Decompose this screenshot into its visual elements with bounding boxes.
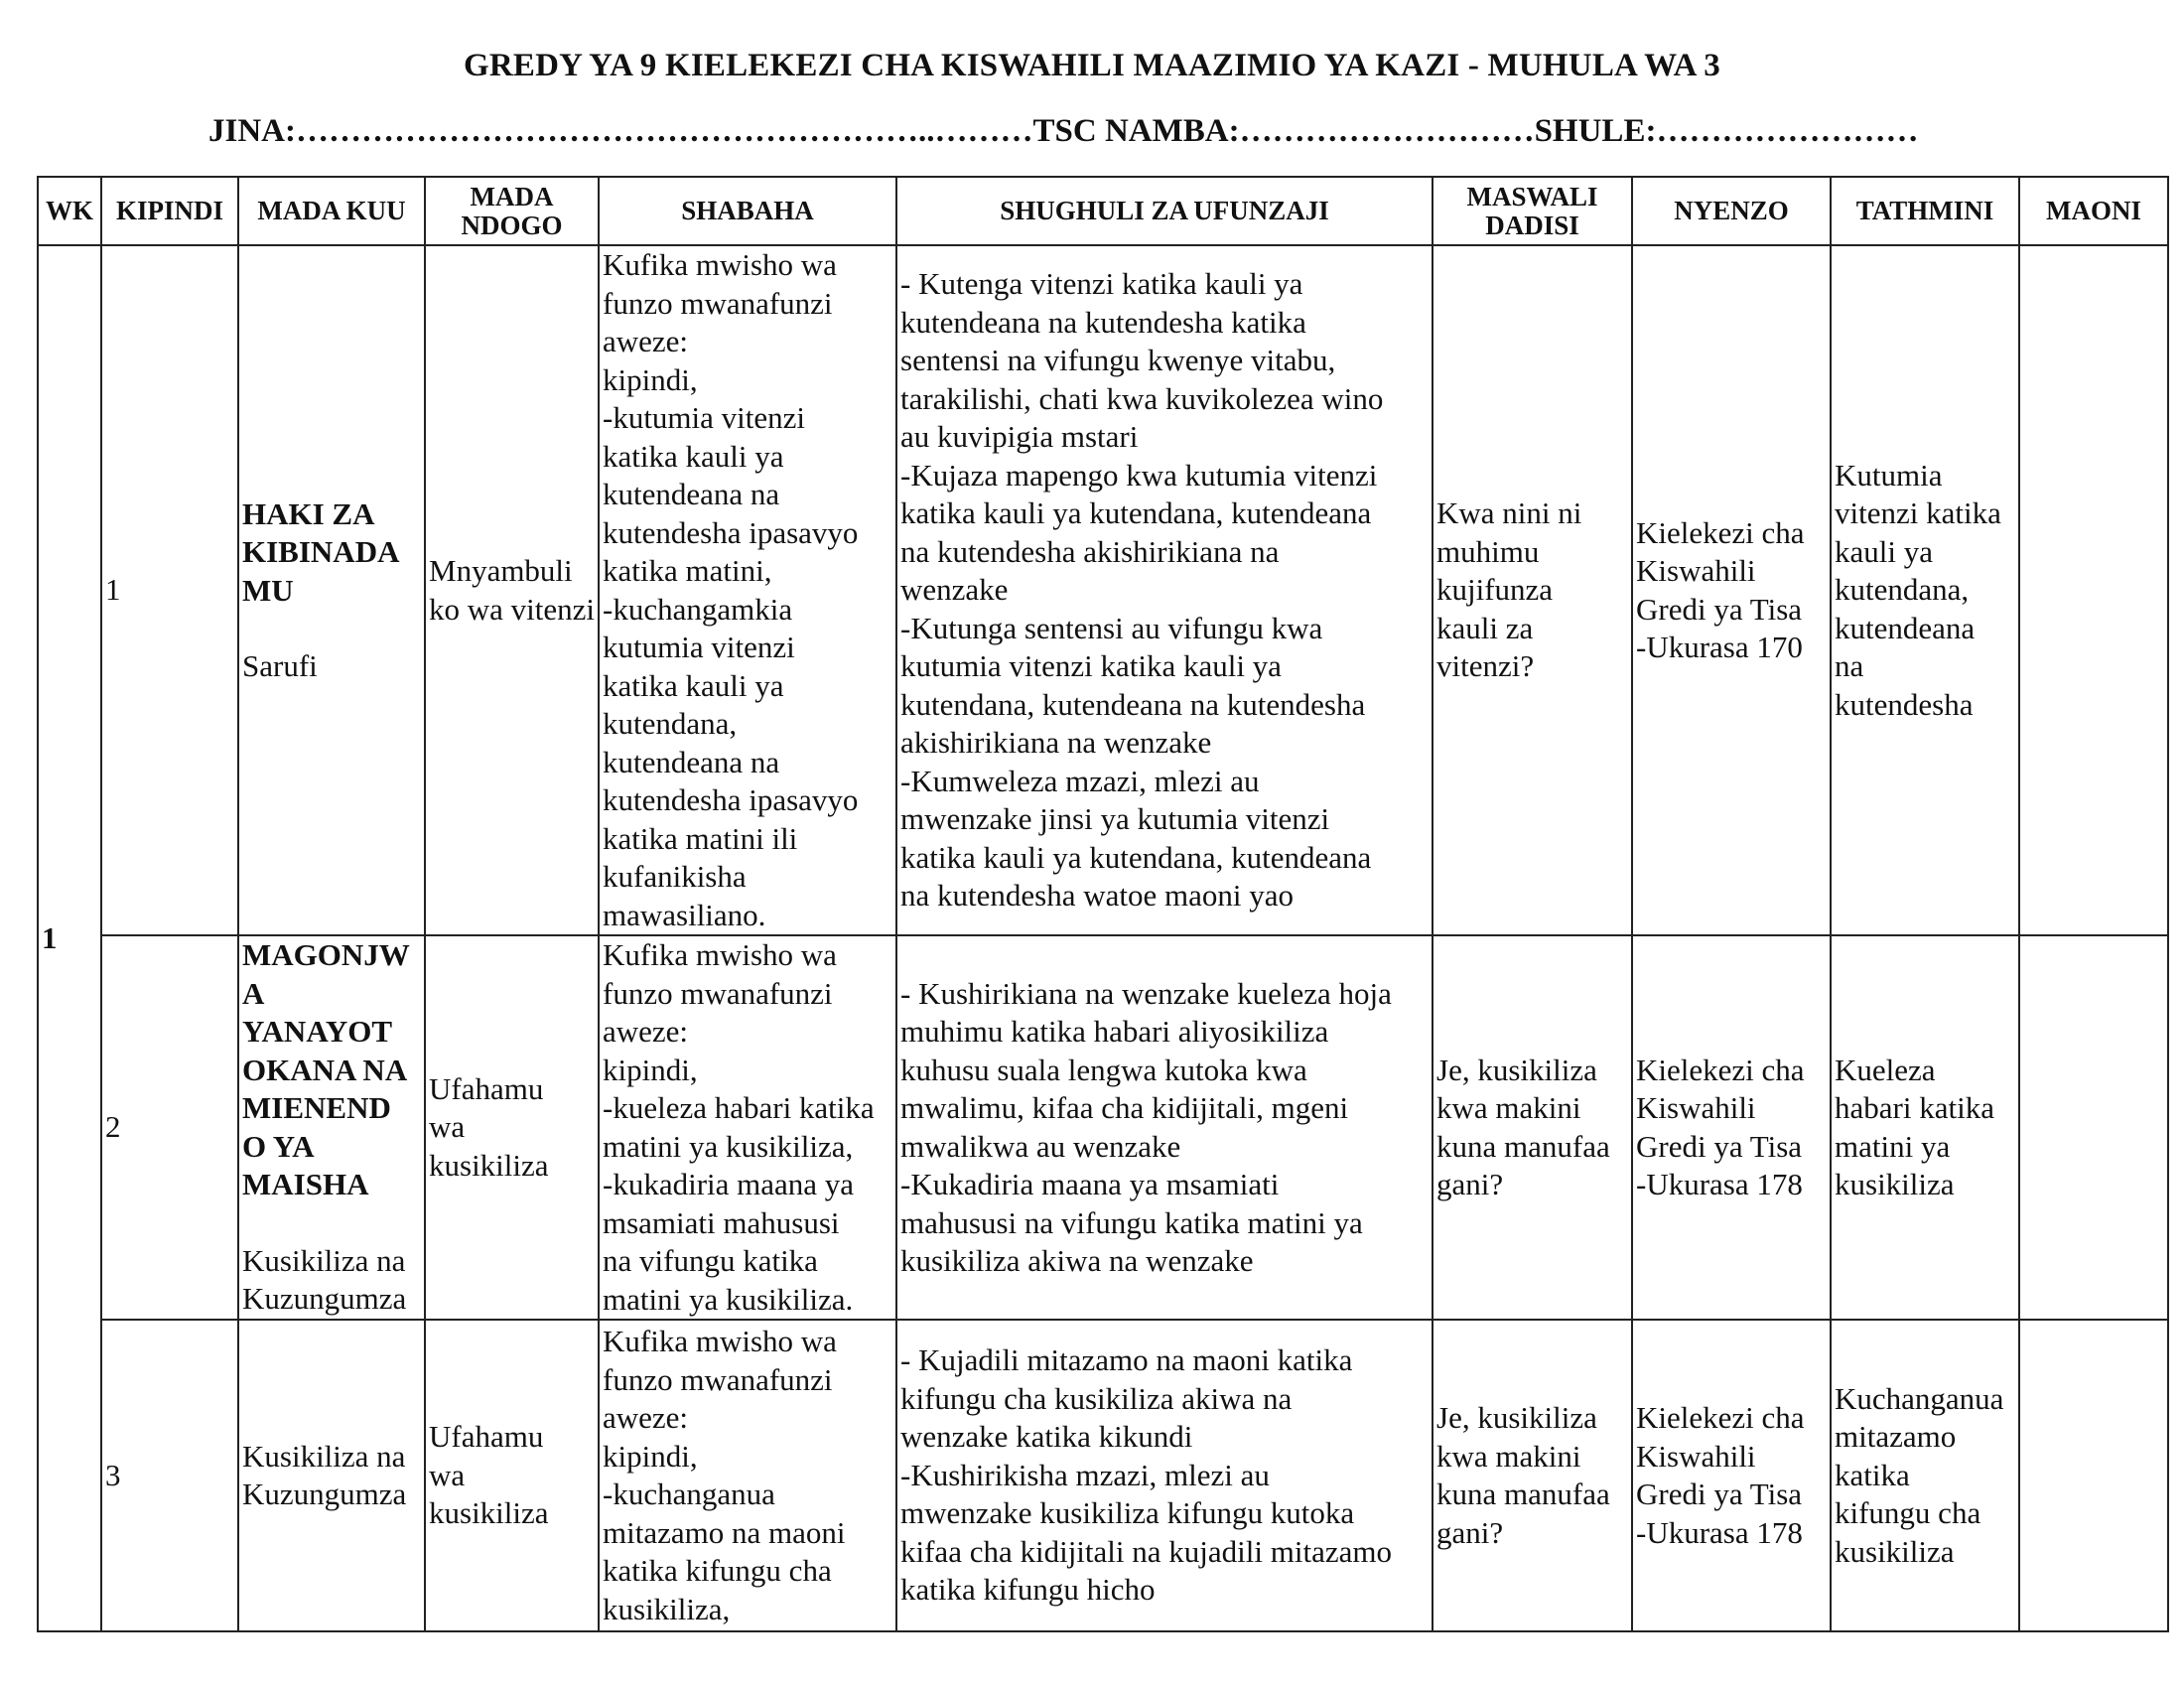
mada-kuu-cell (238, 935, 425, 1320)
shabaha-cell: Kufika mwisho wa funzo mwanafunzi aweze: kipindi, -kutumia vitenzi katika kauli ya kutendeana na kutendesha ipasavyo katika matini, -kuchangamkia kutumia vitenzi katika kauli ya kutendana, kutendeana na kutendesha ipasavyo katika matini ili kufanikisha mawasiliano. (599, 245, 896, 935)
scheme-of-work-table (37, 176, 2169, 1632)
header-shabaha: SHABAHA (599, 177, 896, 245)
header-mada-kuu: MADA KUU (238, 177, 425, 245)
kipindi-cell: 2 (101, 935, 238, 1320)
mada-kuu-topic: MAGONJW A YANAYOT OKANA NA MIENEND O YA MAISHA (242, 937, 410, 1202)
maoni-cell (2019, 245, 2168, 935)
header-tathmini: TATHMINI (1831, 177, 2019, 245)
kipindi-cell: 1 (101, 245, 238, 935)
mada-ndogo-cell: Ufahamu wa kusikiliza (425, 935, 599, 1320)
maswali-dadisi-cell: Je, kusikiliza kwa makini kuna manufaa gani? (1433, 1320, 1632, 1631)
maswali-dadisi-cell: Kwa nini ni muhimu kujifunza kauli za vitenzi? (1433, 245, 1632, 935)
header-shughuli: SHUGHULI ZA UFUNZAJI (896, 177, 1433, 245)
tathmini-cell: Kutumia vitenzi katika kauli ya kutendana, kutendeana na kutendesha (1831, 245, 2019, 935)
mada-kuu-cell: Kusikiliza na Kuzungumza (238, 1320, 425, 1631)
shabaha-cell: Kufika mwisho wa funzo mwanafunzi aweze: kipindi, -kueleza habari katika matini ya kusikiliza, -kukadiria maana ya msamiati mahususi na vifungu katika matini ya kusikiliza. (599, 935, 896, 1320)
teacher-details-line: JINA:…………………………………………………..………TSC NAMBA:………………………SHULE:…………………… (208, 113, 1919, 149)
header-maswali-dadisi: MASWALI DADISI (1433, 177, 1632, 245)
mada-kuu-cell (238, 245, 425, 935)
table-row (38, 245, 2168, 935)
shughuli-cell: - Kushirikiana na wenzake kueleza hoja muhimu katika habari aliyosikiliza kuhusu suala lengwa kutoka kwa mwalimu, kifaa cha kidijitali, mgeni mwalikwa au wenzake -Kukadiria maana ya msamiati mahususi na vifungu katika matini ya kusikiliza akiwa na wenzake (896, 935, 1433, 1320)
header-maoni: MAONI (2019, 177, 2168, 245)
mada-ndogo-cell: Ufahamu wa kusikiliza (425, 1320, 599, 1631)
mada-ndogo-cell: Mnyambuli ko wa vitenzi (425, 245, 599, 935)
table-header-row (38, 177, 2168, 245)
kipindi-cell: 3 (101, 1320, 238, 1631)
mada-kuu-subtopic: Kusikiliza na Kuzungumza (242, 1242, 407, 1317)
week-number: 1 (38, 245, 101, 1631)
header-nyenzo: NYENZO (1632, 177, 1831, 245)
maoni-cell (2019, 1320, 2168, 1631)
nyenzo-cell: Kielekezi cha Kiswahili Gredi ya Tisa -Ukurasa 178 (1632, 1320, 1831, 1631)
table-row (38, 1320, 2168, 1631)
maswali-dadisi-cell: Je, kusikiliza kwa makini kuna manufaa gani? (1433, 935, 1632, 1320)
header-wk: WK (38, 177, 101, 245)
mada-kuu-topic: HAKI ZA KIBINADA MU (242, 495, 398, 608)
maoni-cell (2019, 935, 2168, 1320)
tathmini-cell: Kueleza habari katika matini ya kusikiliza (1831, 935, 2019, 1320)
header-mada-ndogo: MADA NDOGO (425, 177, 599, 245)
header-kipindi: KIPINDI (101, 177, 238, 245)
shughuli-cell: - Kutenga vitenzi katika kauli ya kutendeana na kutendesha katika sentensi na vifungu kwenye vitabu, tarakilishi, chati kwa kuvikolezea wino au kuvipigia mstari -Kujaza mapengo kwa kutumia vitenzi katika kauli ya kutendana, kutendeana na kutendesha akishirikiana na wenzake -Kutunga sentensi au vifungu kwa kutumia vitenzi katika kauli ya kutendana, kutendeana na kutendesha akishirikiana na wenzake -Kumweleza mzazi, mlezi au mwenzake jinsi ya kutumia vitenzi katika kauli ya kutendana, kutendeana na kutendesha watoe maoni yao (896, 245, 1433, 935)
table-row (38, 935, 2168, 1320)
nyenzo-cell: Kielekezi cha Kiswahili Gredi ya Tisa -Ukurasa 178 (1632, 935, 1831, 1320)
mada-kuu-subtopic: Sarufi (242, 648, 318, 683)
shabaha-cell: Kufika mwisho wa funzo mwanafunzi aweze: kipindi, -kuchanganua mitazamo na maoni katika kifungu cha kusikiliza, (599, 1320, 896, 1631)
tathmini-cell: Kuchanganua mitazamo katika kifungu cha kusikiliza (1831, 1320, 2019, 1631)
shughuli-cell: - Kujadili mitazamo na maoni katika kifungu cha kusikiliza akiwa na wenzake katika kikundi -Kushirikisha mzazi, mlezi au mwenzake kusikiliza kifungu kutoka kifaa cha kidijitali na kujadili mitazamo katika kifungu hicho (896, 1320, 1433, 1631)
document-title: GREDY YA 9 KIELEKEZI CHA KISWAHILI MAAZIMIO YA KAZI - MUHULA WA 3 (463, 48, 1721, 83)
nyenzo-cell: Kielekezi cha Kiswahili Gredi ya Tisa -Ukurasa 170 (1632, 245, 1831, 935)
